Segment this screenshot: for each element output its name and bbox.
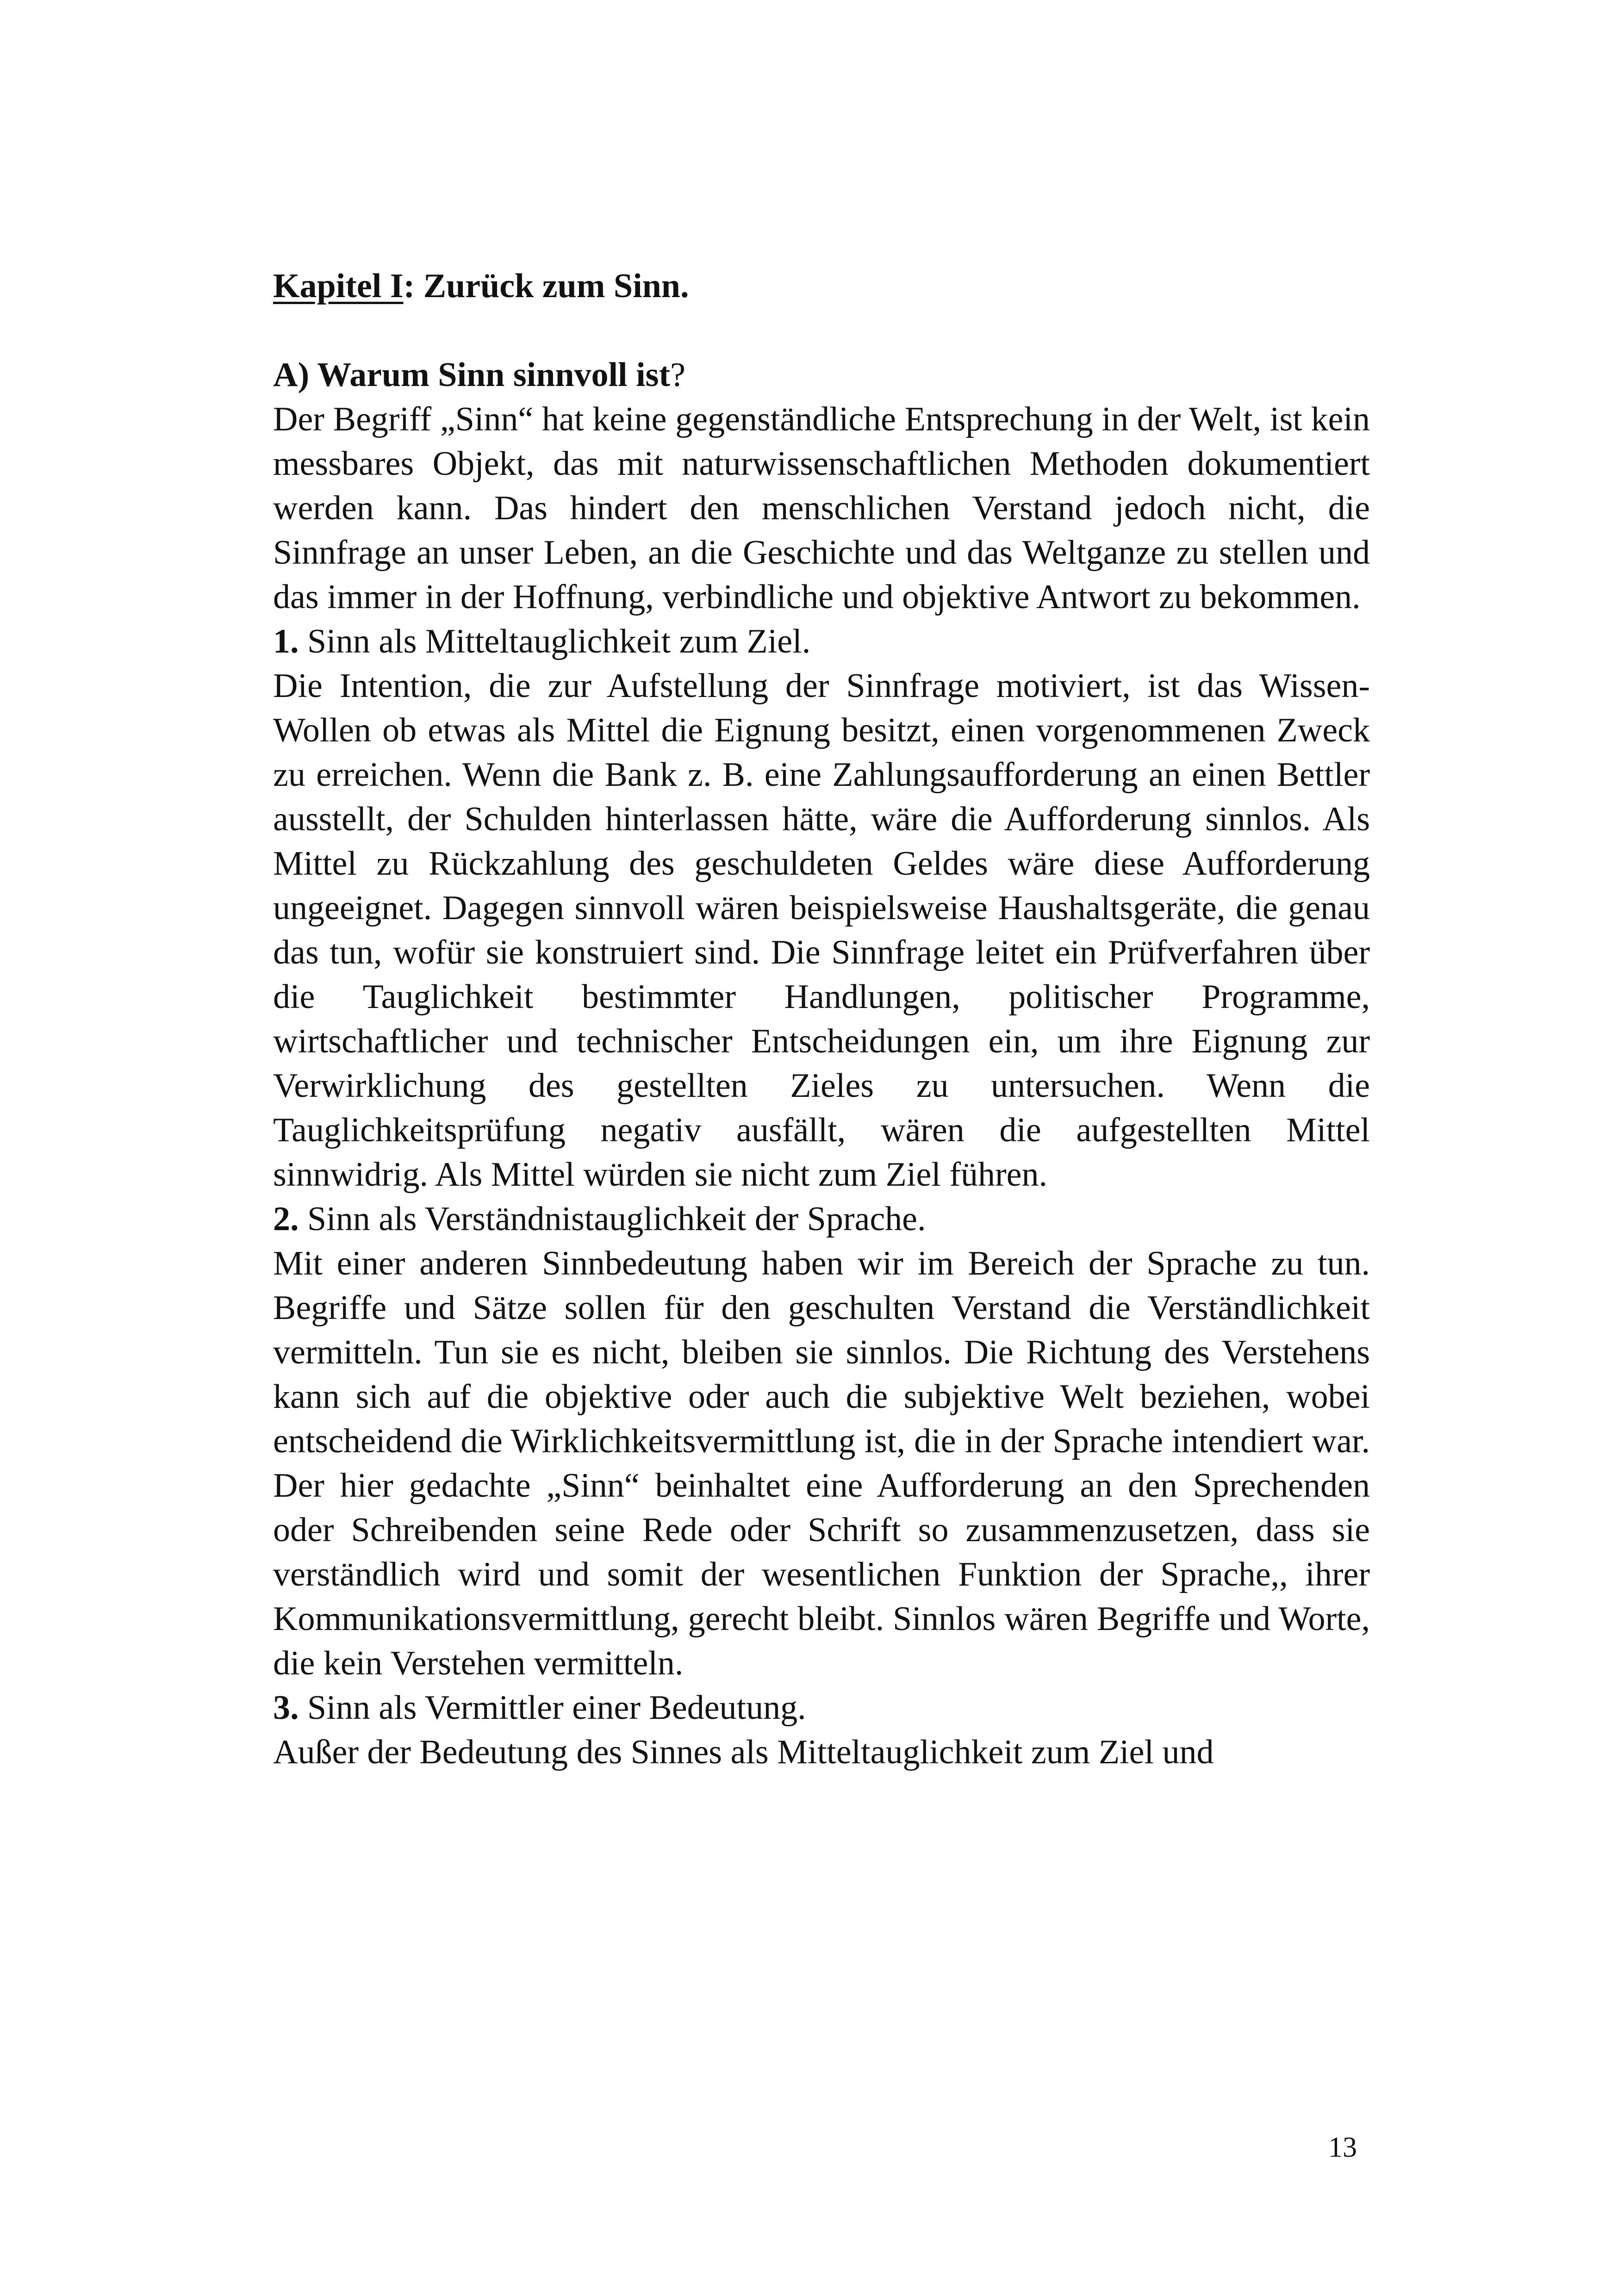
chapter-title-text: : Zurück zum Sinn. <box>403 267 689 305</box>
subsection-number: 3. <box>273 1689 299 1727</box>
intro-paragraph: Der Begriff „Sinn“ hat keine gegenständliche Entsprechung in der Welt, ist kein messbares Objekt, das mit naturwissenschaftlichen Methoden dokumentiert werden kann. Das hindert den menschlichen Verstand jedoch nicht, die Sinnfrage an unser Leben, an die Geschichte und das Weltganze zu stellen und das immer in der Hoffnung, verbindliche und objektive Antwort zu bekommen. <box>273 400 1370 616</box>
section-heading-mark: ? <box>670 356 685 394</box>
subsection-heading-1 <box>273 619 1370 664</box>
subsection-paragraph-3: Außer der Bedeutung des Sinnes als Mitteltauglichkeit zum Ziel und <box>273 1733 1214 1771</box>
subsection-number: 1. <box>273 622 299 660</box>
subsection-title: Sinn als Verständnistauglichkeit der Sprache. <box>299 1200 926 1238</box>
subsection-title: Sinn als Vermittler einer Bedeutung. <box>299 1689 806 1727</box>
subsection-paragraph-2: Mit einer anderen Sinnbedeutung haben wir im Bereich der Sprache zu tun. Begriffe und Sätze sollen für den geschulten Verstand die Verständlichkeit vermitteln. Tun sie es nicht, bleiben sie sinnlos. Die Richtung des Verstehens kann sich auf die objektive oder auch die subjektive Welt beziehen, wobei entscheidend die Wirklichkeitsvermittlung ist, die in der Sprache intendiert war. Der hier gedachte „Sinn“ beinhaltet eine Aufforderung an den Sprechenden oder Schreibenden seine Rede oder Schrift so zusammenzusetzen, dass sie verständlich wird und somit der wesentlichen Funktion der Sprache,, ihrer Kommunikationsvermittlung, gerecht bleibt. Sinnlos wären Begriffe und Worte, die kein Verstehen vermitteln. <box>273 1244 1370 1682</box>
chapter-title <box>273 264 1370 308</box>
subsection-title: Sinn als Mitteltauglichkeit zum Ziel. <box>299 622 811 660</box>
subsection-heading-3 <box>273 1686 1370 1730</box>
section-heading <box>273 353 1370 397</box>
page-number: 13 <box>1328 2132 1357 2163</box>
section-heading-text: A) Warum Sinn sinnvoll ist <box>273 356 671 394</box>
page-content <box>273 264 1370 1774</box>
subsection-heading-2 <box>273 1197 1370 1241</box>
chapter-title-label: Kapitel I <box>273 267 404 305</box>
subsection-paragraph-1: Die Intention, die zur Aufstellung der Sinnfrage motiviert, ist das Wissen-Wollen ob etwas als Mittel die Eignung besitzt, einen vorgenommenen Zweck zu erreichen. Wenn die Bank z. B. eine Zahlungsaufforderung an einen Bettler ausstellt, der Schulden hinterlassen hätte, wäre die Aufforderung sinnlos. Als Mittel zu Rückzahlung des geschuldeten Geldes wäre diese Aufforderung ungeeignet. Dagegen sinnvoll wären beispielsweise Haushaltsgeräte, die genau das tun, wofür sie konstruiert sind. Die Sinnfrage leitet ein Prüfverfahren über die Tauglichkeit bestimmter Handlungen, politischer Programme, wirtschaftlicher und technischer Entscheidungen ein, um ihre Eignung zur Verwirklichung des gestellten Zieles zu untersuchen. Wenn die Tauglichkeitsprüfung negativ ausfällt, wären die aufgestellten Mittel sinnwidrig. Als Mittel würden sie nicht zum Ziel führen. <box>273 667 1370 1194</box>
subsection-number: 2. <box>273 1200 299 1238</box>
